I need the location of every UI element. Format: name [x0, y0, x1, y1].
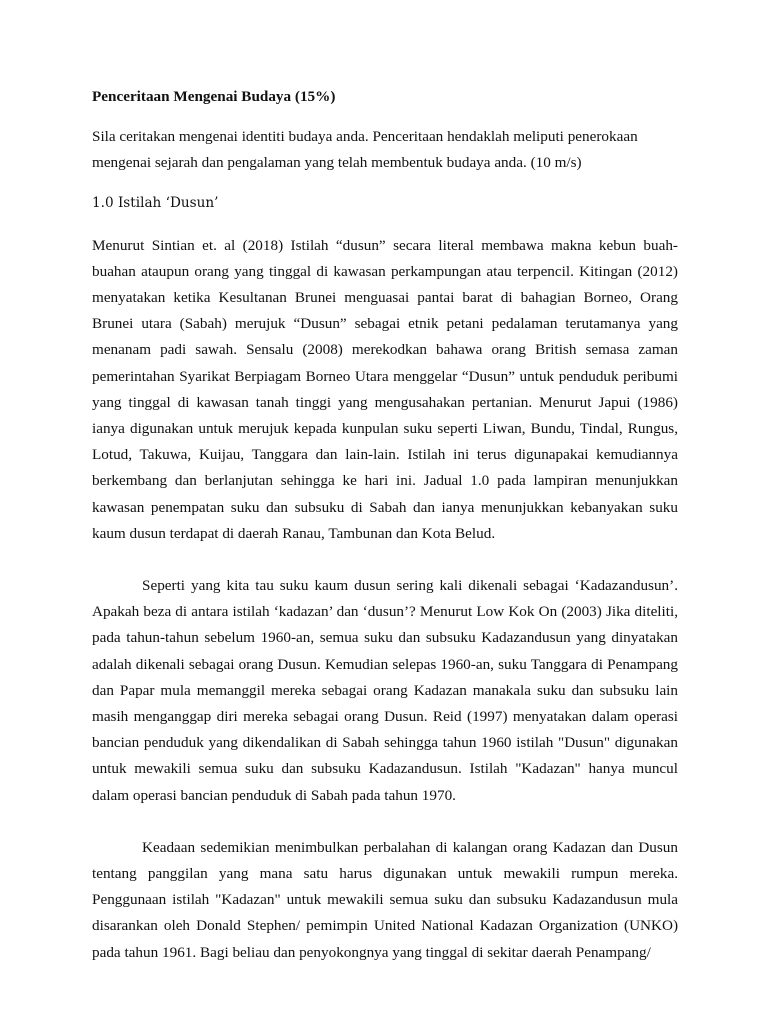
assignment-instructions: Sila ceritakan mengenai identiti budaya anda. Penceritaan hendaklah meliputi penerokaan mengenai sejarah dan pengalaman yang telah membentuk budaya anda. (10 m/s) [92, 128, 638, 172]
document-title: Penceritaan Mengenai Budaya (15%) [92, 88, 336, 105]
paragraph-dispute: Keadaan sedemikian menimbulkan perbalahan di kalangan orang Kadazan dan Dusun tentang panggilan yang mana satu harus digunakan untuk mewakili rumpun mereka. Penggunaan istilah "Kadazan" untuk mewakili semua suku dan subsuku Kadazandusun mula disarankan oleh Donald Stephen/ pemimpin United National Kadazan Organization (UNKO) pada tahun 1961. Bagi beliau dan penyokongnya yang tinggal di sekitar daerah Penampang/ [92, 838, 678, 961]
paragraph-definition: Menurut Sintian et. al (2018) Istilah “dusun” secara literal membawa makna kebun buah-buahan ataupun orang yang tinggal di kawasan perkampungan atau terpencil. Kitingan (2012) menyatakan ketika Kesultanan Brunei menguasai pantai barat di bahagian Borneo, Orang Brunei utara (Sabah) merujuk “Dusun” sebagai etnik petani pedalaman terutamanya yang menanam padi sawah. Sensalu (2008) merekodkan bahawa orang British semasa zaman pemerintahan Syarikat Berpiagam Borneo Utara menggelar “Dusun” untuk penduduk peribumi yang tinggal di kawasan tanah tinggi yang mengusahakan pertanian. Menurut Japui (1986) ianya digunakan untuk merujuk kepada kunpulan suku seperti Liwan, Bundu, Tindal, Rungus, Lotud, Takuwa, Kuijau, Tanggara dan lain-lain. Istilah ini terus digunapakai kemudiannya berkembang dan berlanjutan sehingga ke hari ini. Jadual 1.0 pada lampiran menunjukkan kawasan penempatan suku dan subsuku di Sabah dan ianya menunjukkan kebanyakan suku kaum dusun terdapat di daerah Ranau, Tambunan dan Kota Belud. [92, 236, 678, 542]
section-heading: 1.0 Istilah ‘Dusun’ [92, 195, 219, 212]
document-body [92, 84, 678, 992]
paragraph-kadazandusun: Seperti yang kita tau suku kaum dusun sering kali dikenali sebagai ‘Kadazandusun’. Apakah beza di antara istilah ‘kadazan’ dan ‘dusun’? Menurut Low Kok On (2003) Jika diteliti, pada tahun-tahun sebelum 1960-an, semua suku dan subsuku Kadazandusun yang dinyatakan adalah dikenali sebagai orang Dusun. Kemudian selepas 1960-an, suku Tanggara di Penampang dan Papar mula memanggil mereka sebagai orang Kadazan manakala suku dan subsuku lain masih menganggap diri mereka sebagai orang Dusun. Reid (1997) menyatakan dalam operasi bancian penduduk yang dikendalikan di Sabah sehingga tahun 1960 istilah "Dusun" digunakan untuk mewakili semua suku dan subsuku Kadazandusun. Istilah "Kadazan" hanya muncul dalam operasi bancian penduduk di Sabah pada tahun 1970. [92, 577, 678, 804]
